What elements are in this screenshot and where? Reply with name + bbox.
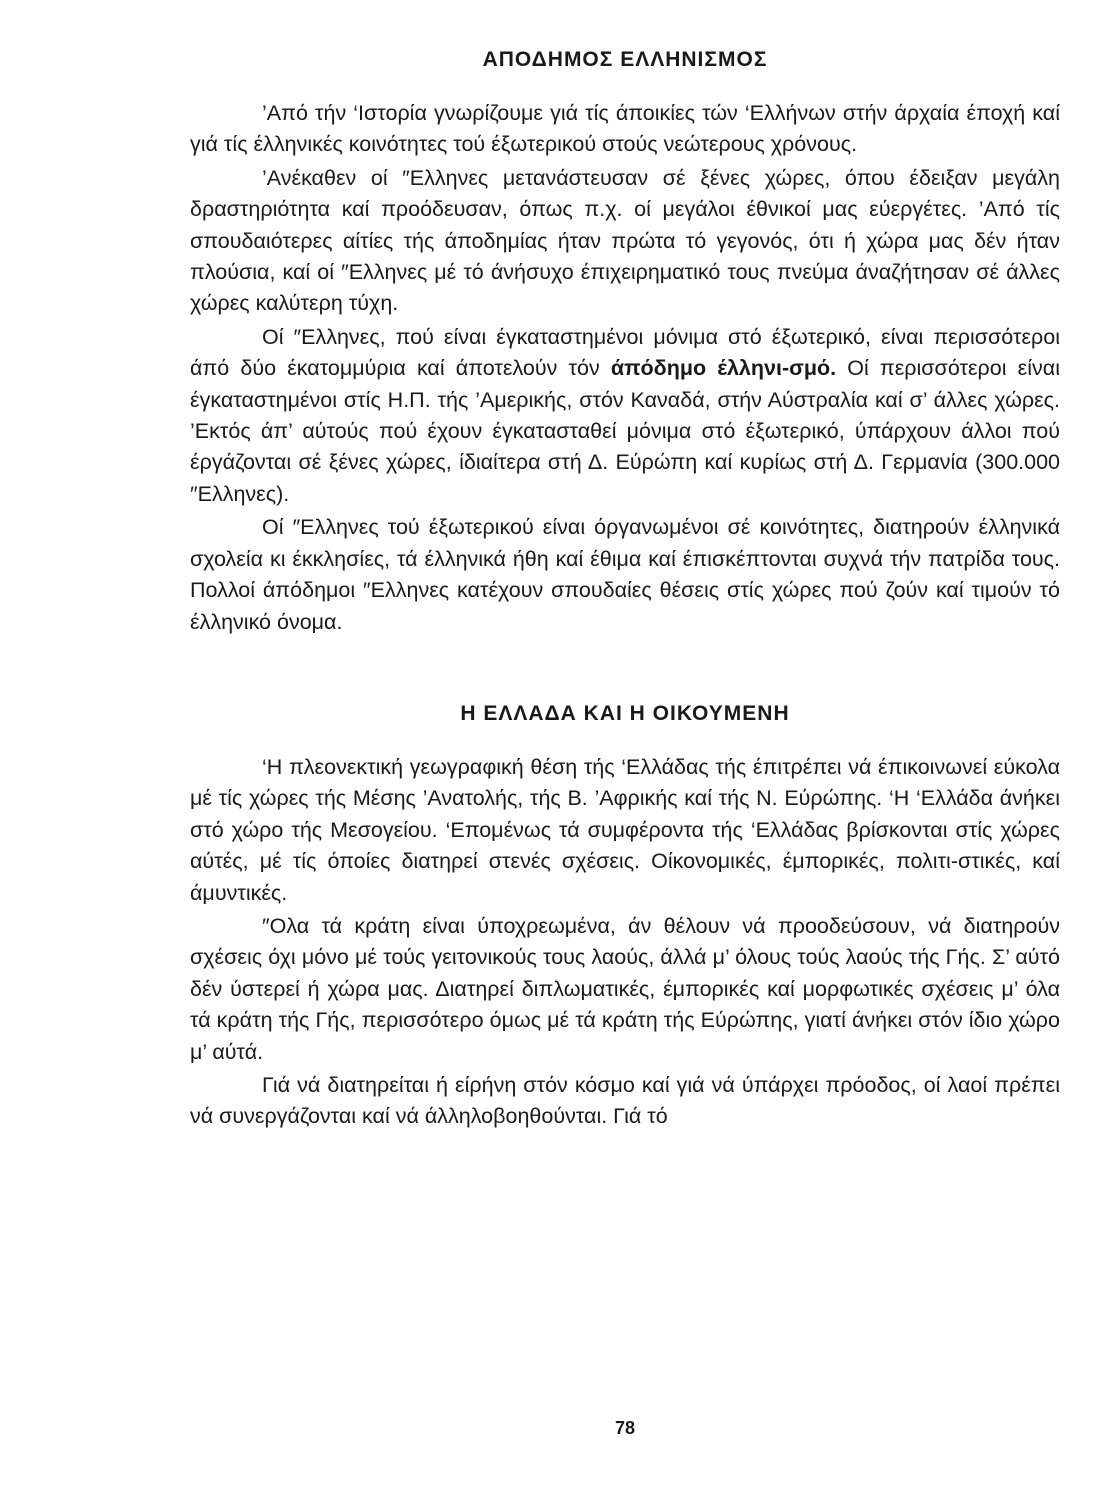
paragraph: Οί ″Ελληνες τού έξωτερικού είναι όργανωμένοι σέ κοινότητες, διατηρούν έλληνικά σχολεία κι έκκλησίες, τά έλληνικά ήθη καί έθιμα καί έπισκέπτονται συχνά τήν πατρίδα τους. Πολλοί άπόδημοι ″Ελληνες κατέχουν σπουδαίες θέσεις στίς χώρες πού ζούν καί τιμούν τό έλληνικό όνομα. bbox=[190, 515, 1060, 634]
section-title-ellada: Η ΕΛΛΑΔΑ ΚΑΙ Η ΟΙΚΟΥΜΕΝΗ bbox=[460, 701, 790, 725]
paragraph: ″Ολα τά κράτη είναι ύποχρεωμένα, άν θέλουν νά προοδεύσουν, νά διατηρούν σχέσεις όχι μόνο μέ τούς γειτονικούς τους λαούς, άλλά μ’ όλους τούς λαούς τής Γής. Σ’ αύτό δέν ύστερεί ή χώρα μας. Διατηρεί διπλωματικές, έμπορικές καί μορφωτικές σχέσεις μ’ όλα τά κράτη τής Γής, περισσότερο όμως μέ τά κράτη τής Εύρώπης, γιατί άνήκει στόν ίδιο χώρο μ’ αύτά. bbox=[190, 913, 1060, 1064]
paragraph: Γιά νά διατηρείται ή είρήνη στόν κόσμο καί γιά νά ύπάρχει πρόοδος, οί λαοί πρέπει νά συνεργάζονται καί νά άλληλοβοηθούνται. Γιά τό bbox=[190, 1072, 1060, 1129]
paragraph: ‘Η πλεονεκτική γεωγραφική θέση τής ‘Ελλάδας τής έπιτρέπει νά έπικοινωνεί εύκολα μέ τίς χώρες τής Μέσης ’Ανατολής, τής Β. ’Αφρικής καί τής Ν. Εύρώπης. ‘Η ‘Ελλάδα άνήκει στό χώρο τής Μεσογείου. ‘Επομένως τά συμφέροντα τής ‘Ελλάδας βρίσκονται στίς χώρες αύτές, μέ τίς όποίες διατηρεί στενές σχέσεις. Οίκονομικές, έμπορικές, πολιτι-στικές, καί άμυντικές. bbox=[190, 754, 1060, 905]
page-number: 78 bbox=[614, 1418, 636, 1438]
bold-term: άπόδημο έλληνι-σμό. bbox=[610, 356, 837, 381]
paragraph: ’Από τήν ‘Ιστορία γνωρίζουμε γιά τίς άποικίες τών ‘Ελλήνων στήν άρχαία έποχή καί γιά τίς έλληνικές κοινότητες τού έξωτερικού στούς νεώτερους χρόνους. bbox=[190, 101, 1060, 157]
paragraph-text: Οί περισσότεροι είναι έγκαταστημένοι στίς Η.Π. τής ’Αμερικής, στόν Καναδά, στήν Αύστραλία καί σ’ άλλες χώρες. ’Εκτός άπ’ αύτούς πού έχουν έγκατασταθεί μόνιμα στό έξωτερικό, ύπάρχουν άλλοι πού έργάζονται σέ ξένες χώρες, ίδιαίτερα στή Δ. Εύρώπη καί κυρίως στή Δ. Γερμανία (300.000 ″Ελληνες). bbox=[190, 356, 1060, 506]
document-page bbox=[190, 40, 1060, 1460]
paragraph bbox=[190, 322, 1060, 510]
paragraph-text: Οί ″Ελληνες, πού είναι έγκαταστημένοι μόνιμα στό έξωτερικό, είναι περισσότεροι άπό δύο έκατομμύρια καί άποτελούν τόν bbox=[190, 324, 1060, 381]
paragraph: ’Ανέκαθεν οί ″Ελληνες μετανάστευσαν σέ ξένες χώρες, όπου έδειξαν μεγάλη δραστηριότητα καί προόδευσαν, όπως π.χ. οί μεγάλοι έθνικοί μας εύεργέτες. ’Από τίς σπουδαιότερες αίτίες τής άποδημίας ήταν πρώτα τό γεγονός, ότι ή χώρα μας δέν ήταν πλούσια, καί οί ″Ελληνες μέ τό άνήσυχο έπιχειρηματικό τους πνεύμα άναζήτησαν σέ άλλες χώρες καλύτερη τύχη. bbox=[190, 165, 1060, 316]
section-title-apodimos: ΑΠΟΔΗΜΟΣ ΕΛΛΗΝΙΣΜΟΣ bbox=[482, 48, 768, 71]
